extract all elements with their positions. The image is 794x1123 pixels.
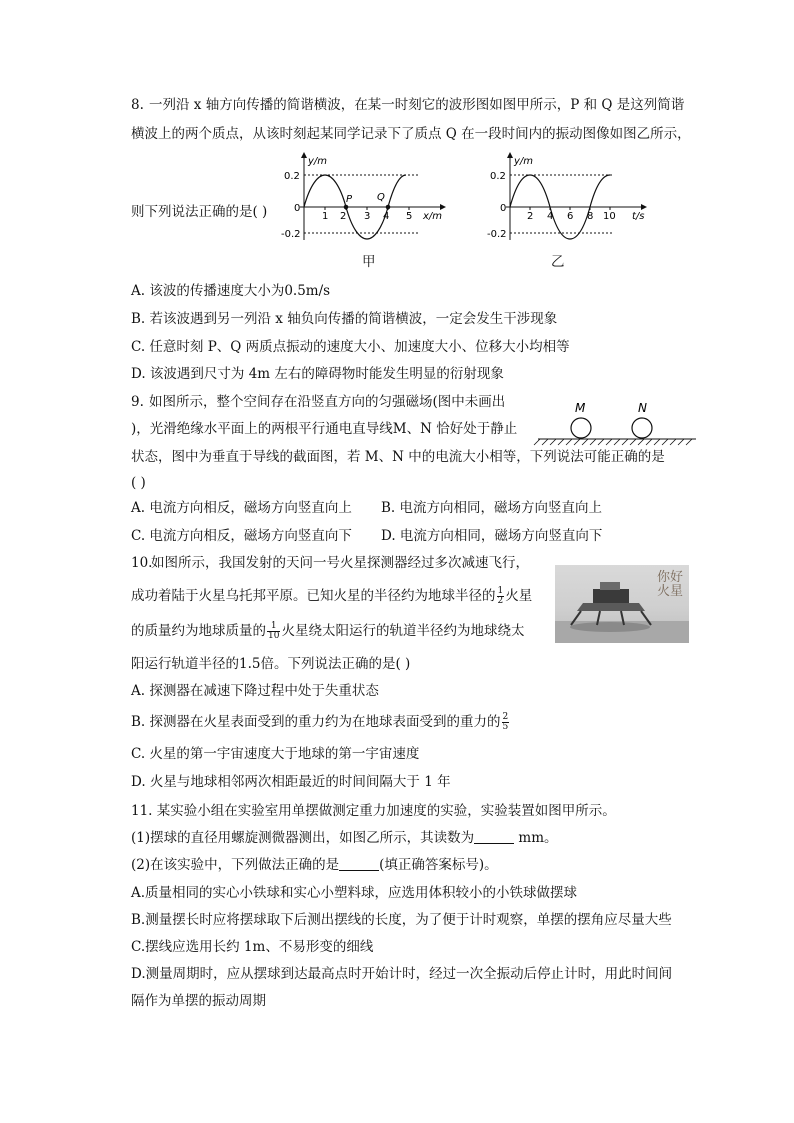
q10-stem-line2 xyxy=(131,586,532,606)
wire-n-label: N xyxy=(638,401,647,415)
x-tick-10-yi: 10 xyxy=(603,211,616,222)
q9-number: 9. xyxy=(131,394,144,410)
graph-yi-caption: 乙 xyxy=(551,254,565,270)
q10-option-a: A. 探测器在减速下降过程中处于失重状态 xyxy=(131,683,379,699)
q9-option-c: C. 电流方向相反，磁场方向竖直向下 xyxy=(131,528,352,544)
q8-stem-line3: 则下列说法正确的是( ) xyxy=(131,204,268,220)
q11-part1 xyxy=(131,828,558,848)
q11-part2-tail: (填正确答案标号)。 xyxy=(379,857,498,873)
q8-option-d: D. 该波遇到尺寸为 4m 左右的障碍物时能发生明显的衍射现象 xyxy=(131,366,504,382)
q9-option-d: D. 电流方向相同，磁场方向竖直向下 xyxy=(381,528,603,544)
q10-option-b-text: B. 探测器在火星表面受到的重力约为在地球表面受到的重力的 xyxy=(131,714,501,730)
y-tick-bottom-jia: -0.2 xyxy=(281,229,301,240)
mars-lander-photo xyxy=(555,565,689,643)
q9-stem-line2: )，光滑绝缘水平面上的两根平行通电直导线M、N 恰好处于静止 xyxy=(131,421,518,437)
x-tick-5-jia: 5 xyxy=(406,211,413,222)
q8-number: 8. xyxy=(131,97,144,113)
answer-blank-1[interactable] xyxy=(474,829,514,844)
q10-option-b xyxy=(131,712,510,732)
q11-option-b: B.测量摆长时应将摆球取下后测出摆线的长度，为了便于计时观察，单摆的摆角应尽量大些 xyxy=(131,912,672,928)
q8-option-a: A. 该波的传播速度大小为0.5m/s xyxy=(131,283,331,299)
q8-stem-line2: 横波上的两个质点，从该时刻起某同学记录下了质点 Q 在一段时间内的振动图像如图乙所示， xyxy=(131,126,691,142)
x-tick-1-jia: 1 xyxy=(322,211,329,222)
x-tick-4-yi: 4 xyxy=(547,211,554,222)
wave-graph-jia xyxy=(280,150,450,245)
q11-option-d-line1: D.测量周期时，应从摆球到达最高点时开始计时，经过一次全振动后停止计时，用此时间间 xyxy=(131,966,673,982)
wire-m-label: M xyxy=(575,401,586,415)
q8-option-c: C. 任意时刻 P、Q 两质点振动的速度大小、加速度大小、位移大小均相等 xyxy=(131,339,570,355)
x-tick-8-yi: 8 xyxy=(587,211,594,222)
q10-stem-line2-b: 火星 xyxy=(505,588,533,604)
fraction-denominator: 5 xyxy=(502,722,509,732)
q10-stem-line4: 阳运行轨道半径的1.5倍。下列说法正确的是( ) xyxy=(131,656,411,672)
q11-part1-text: (1)摆球的直径用螺旋测微器测出，如图乙所示，其读数为 xyxy=(131,830,475,846)
q8-stem-line1: 一列沿 x 轴方向传播的简谐横波，在某一时刻它的波形图如图甲所示，P 和 Q 是这列简谐 xyxy=(149,97,685,113)
q10-option-d: D. 火星与地球相邻两次相距最近的时间间隔大于 1 年 xyxy=(131,774,451,790)
answer-blank-2[interactable] xyxy=(339,856,379,871)
q8-option-b: B. 若该波遇到另一列沿 x 轴负向传播的简谐横波，一定会发生干涉现象 xyxy=(131,311,558,327)
wires-cross-section-figure xyxy=(530,398,700,448)
fraction-denominator: 10 xyxy=(268,631,280,641)
vibration-graph-yi xyxy=(486,150,656,245)
y-tick-top-yi: 0.2 xyxy=(490,171,506,182)
q10-option-c: C. 火星的第一宇宙速度大于地球的第一宇宙速度 xyxy=(131,746,420,762)
q10-number: 10. xyxy=(131,555,153,571)
y-tick-top-jia: 0.2 xyxy=(284,171,300,182)
q11-stem-line1: 11. 某实验小组在实验室用单摆做测定重力加速度的实验，实验装置如图甲所示。 xyxy=(131,803,616,819)
x-tick-2-jia: 2 xyxy=(340,211,347,222)
y-axis-label-jia: y/m xyxy=(308,156,328,167)
point-p-label: P xyxy=(346,194,353,205)
q10-stem-line3-a: 的质量约为地球质量的 xyxy=(131,623,266,639)
x-tick-3-jia: 3 xyxy=(364,211,371,222)
fraction-numerator: 1 xyxy=(497,586,504,596)
q11-part2-text: (2)在该实验中，下列做法正确的是 xyxy=(131,857,340,873)
point-q-label: Q xyxy=(377,192,385,203)
x-axis-label-yi: t/s xyxy=(632,211,645,222)
fraction-numerator: 2 xyxy=(502,712,509,722)
q11-part2 xyxy=(131,855,498,875)
y-tick-zero-yi: 0 xyxy=(500,203,507,214)
point-q-dot xyxy=(386,205,391,210)
q9-stem-line1: 如图所示，整个空间存在沿竖直方向的匀强磁场(图中未画出 xyxy=(149,394,506,410)
q10-stem-line1: 如图所示，我国发射的天问一号火星探测器经过多次减速飞行， xyxy=(151,555,529,571)
x-axis-label-jia: x/m xyxy=(423,211,443,222)
wire-n-circle xyxy=(632,418,652,438)
graph-jia-caption: 甲 xyxy=(362,254,376,270)
fraction-one-half xyxy=(497,587,505,606)
fraction-denominator: 2 xyxy=(497,596,504,606)
y-tick-bottom-yi: -0.2 xyxy=(487,229,507,240)
q11-option-d-line2: 隔作为单摆的振动周期 xyxy=(131,993,266,1009)
x-tick-4-jia: 4 xyxy=(383,211,390,222)
fraction-one-tenth xyxy=(267,622,280,641)
q11-option-c: C.摆线应选用长约 1m、不易形变的细线 xyxy=(131,939,374,955)
q11-option-a: A.质量相同的实心小铁球和实心小塑料球，应选用体积较小的小铁球做摆球 xyxy=(131,885,578,901)
q10-stem-line3-b: 火星绕太阳运行的轨道半径约为地球绕太 xyxy=(281,623,525,639)
fraction-two-fifths xyxy=(502,713,510,732)
x-tick-2-yi: 2 xyxy=(527,211,534,222)
y-axis-label-yi: y/m xyxy=(514,156,534,167)
y-tick-zero-jia: 0 xyxy=(294,203,301,214)
photo-calligraphy-text: 你好火星 xyxy=(656,570,683,599)
x-tick-6-yi: 6 xyxy=(567,211,574,222)
wire-m-circle xyxy=(571,418,591,438)
point-p-dot xyxy=(344,205,349,210)
q9-stem-line3: 状态，图中为垂直于导线的截面图，若 M、N 中的电流大小相等，下列说法可能正确的是 xyxy=(131,449,665,465)
q9-stem-line4: ( ) xyxy=(131,475,146,491)
q10-stem-line3 xyxy=(131,621,524,641)
fraction-numerator: 1 xyxy=(267,622,280,632)
q10-stem-line2-a: 成功着陆于火星乌托邦平原。已知火星的半径约为地球半径的 xyxy=(131,588,496,604)
q9-option-a: A. 电流方向相反，磁场方向竖直向上 xyxy=(131,500,352,516)
q11-part1-unit: mm。 xyxy=(514,830,558,846)
q9-option-b: B. 电流方向相同，磁场方向竖直向上 xyxy=(381,500,603,516)
